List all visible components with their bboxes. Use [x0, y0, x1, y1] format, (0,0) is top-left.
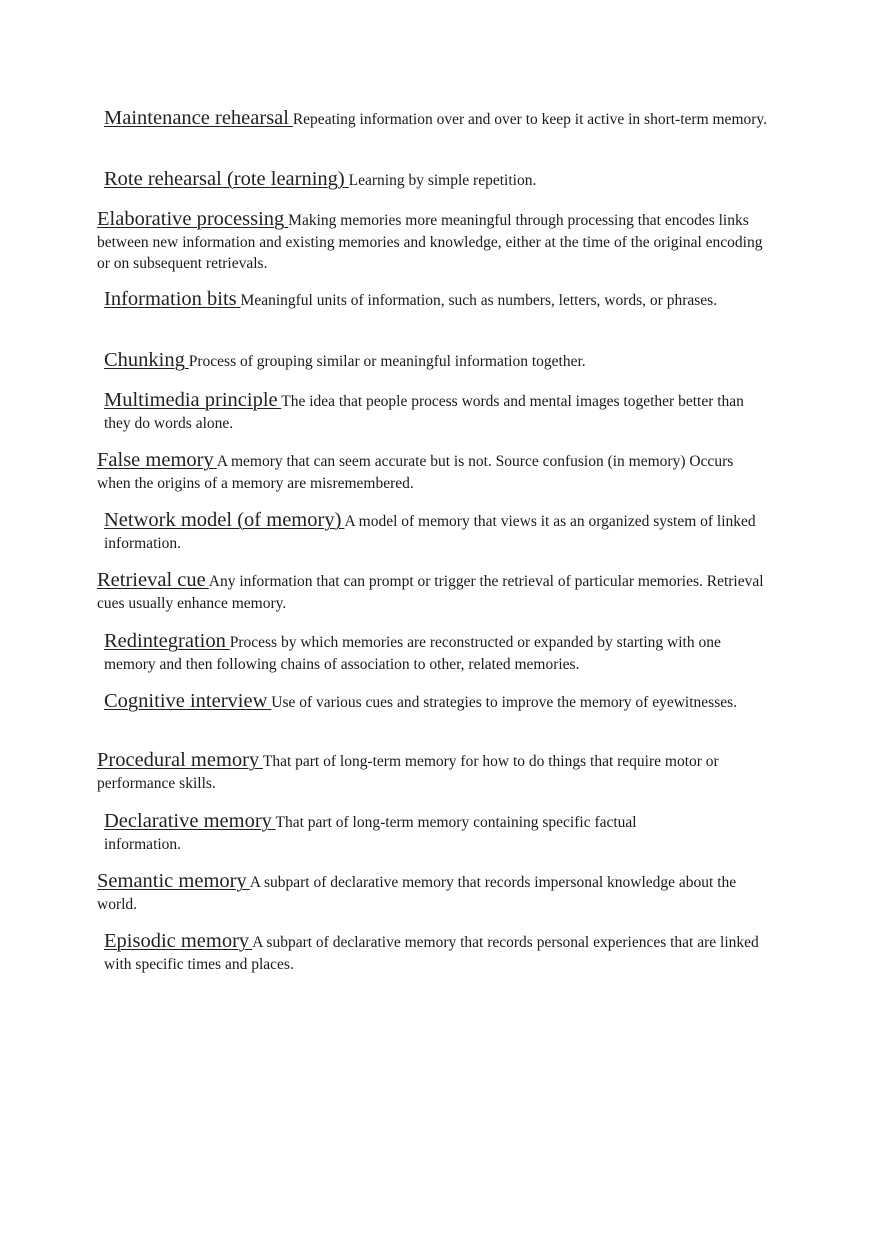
entry-term: Declarative memory — [104, 810, 272, 832]
entry-definition: Learning by simple repetition. — [348, 172, 537, 189]
entry-elaborative-processing — [97, 209, 769, 275]
entry-definition: Repeating information over and over to keep it active in short-term memory. — [292, 111, 768, 128]
entry-term: Cognitive interview — [104, 690, 268, 712]
entry-term: Procedural memory — [97, 749, 260, 771]
entry-term: Information bits — [104, 288, 237, 310]
entry-term: Chunking — [104, 349, 185, 371]
entry-definition: Meaningful units of information, such as numbers, letters, words, or phrases. — [240, 292, 718, 309]
entry-declarative-memory — [104, 811, 664, 855]
entry-definition: A subpart of declarative memory that records personal experiences that are linked with specific times and places. — [104, 934, 759, 973]
entry-episodic-memory — [104, 931, 768, 975]
entry-definition: Process of grouping similar or meaningful information together. — [188, 353, 586, 370]
entry-term: False memory — [97, 449, 214, 471]
entry-term: Rote rehearsal (rote learning) — [104, 168, 345, 190]
entry-redintegration — [104, 631, 768, 675]
entry-definition: Process by which memories are reconstructed or expanded by starting with one memory and then following chains of association to other, related memories. — [104, 634, 721, 673]
entry-definition: A subpart of declarative memory that records impersonal knowledge about the world. — [97, 874, 737, 913]
entry-definition: A memory that can seem accurate but is not. Source confusion (in memory) Occurs when the origins of a memory are misremembered. — [97, 453, 734, 492]
entry-definition: A model of memory that views it as an organized system of linked information. — [104, 513, 756, 552]
entry-retrieval-cue — [97, 570, 769, 614]
entry-chunking — [104, 350, 768, 373]
entry-definition: Any information that can prompt or trigger the retrieval of particular memories. Retrieval cues usually enhance memory. — [97, 573, 764, 612]
entry-term: Multimedia principle — [104, 389, 278, 411]
entry-semantic-memory — [97, 871, 769, 915]
entry-definition: That part of long-term memory for how to do things that require motor or performance skills. — [97, 753, 719, 792]
entry-network-model — [104, 510, 768, 554]
entry-maintenance-rehearsal — [104, 108, 768, 131]
entry-information-bits — [104, 289, 768, 312]
entry-term: Redintegration — [104, 630, 226, 652]
entry-term: Elaborative processing — [97, 208, 285, 230]
entry-term: Maintenance rehearsal — [104, 107, 289, 129]
entry-cognitive-interview — [104, 691, 768, 714]
entry-term: Semantic memory — [97, 870, 247, 892]
entry-term: Episodic memory — [104, 930, 250, 952]
entry-definition: Use of various cues and strategies to improve the memory of eyewitnesses. — [271, 694, 738, 711]
entry-term: Retrieval cue — [97, 569, 206, 591]
entry-definition: That part of long-term memory containing specific factual information. — [104, 814, 637, 853]
entry-definition: Making memories more meaningful through processing that encodes links between new information and existing memories and knowledge, either at the time of the original encoding or on subsequent retrievals. — [97, 212, 763, 272]
entry-definition: The idea that people process words and mental images together better than they do words alone. — [104, 393, 744, 432]
entry-multimedia-principle — [104, 390, 768, 434]
entry-term: Network model (of memory) — [104, 509, 342, 531]
entry-procedural-memory — [97, 750, 769, 794]
entry-false-memory — [97, 450, 769, 494]
entry-rote-rehearsal — [104, 169, 768, 192]
